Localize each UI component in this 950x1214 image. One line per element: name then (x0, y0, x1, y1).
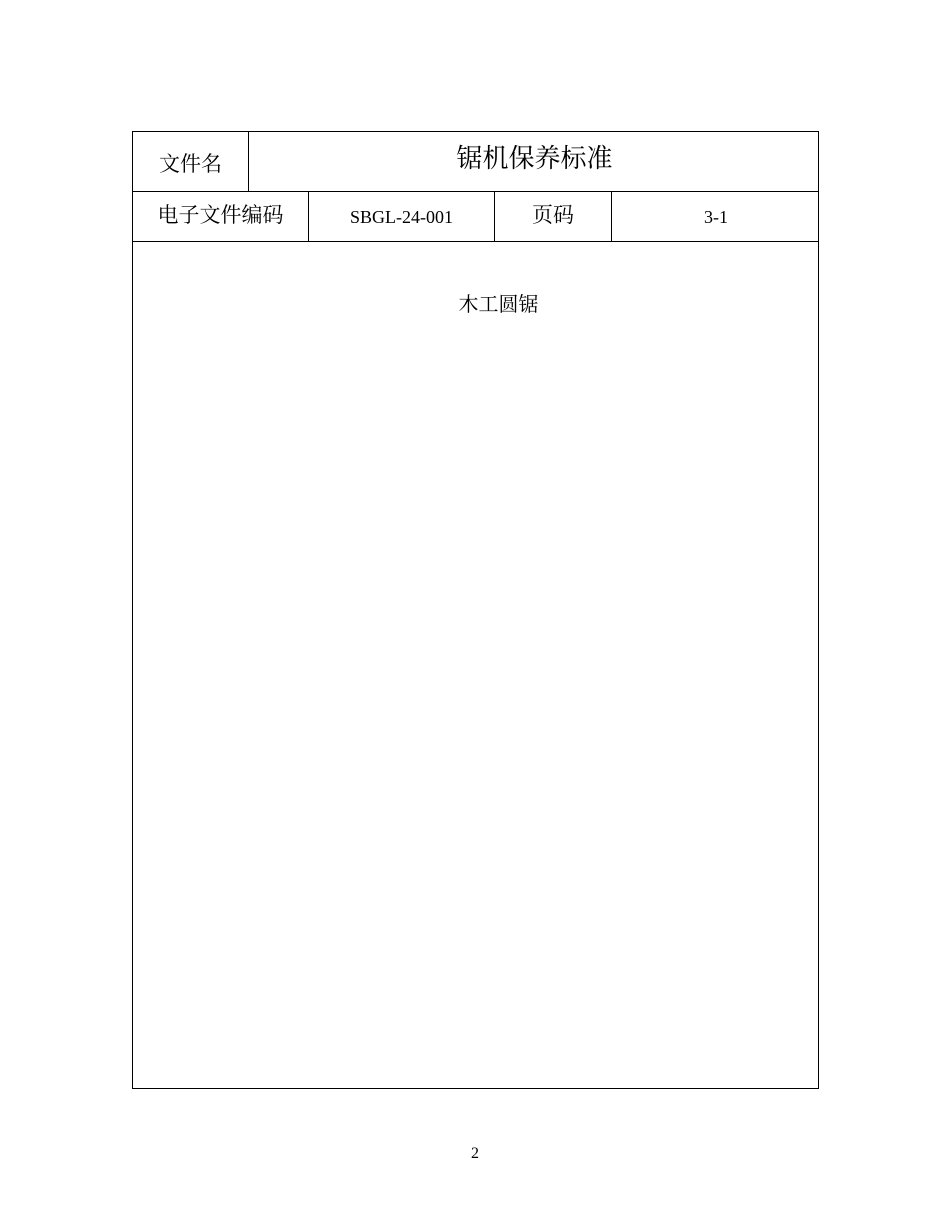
body-title: 木工圆锯 (458, 292, 539, 316)
file-code-row (133, 191, 818, 242)
document-form-table (132, 131, 819, 1089)
file-code-value: SBGL-24-001 (309, 191, 495, 241)
file-name-row (133, 132, 818, 192)
file-code-label: 电子文件编码 (133, 191, 309, 241)
file-name-label: 文件名 (133, 132, 249, 191)
page-value: 3-1 (704, 206, 728, 227)
page-number: 2 (471, 1145, 479, 1162)
file-name-value: 锯机保养标准 (456, 144, 613, 174)
page-label: 页码 (495, 191, 612, 241)
